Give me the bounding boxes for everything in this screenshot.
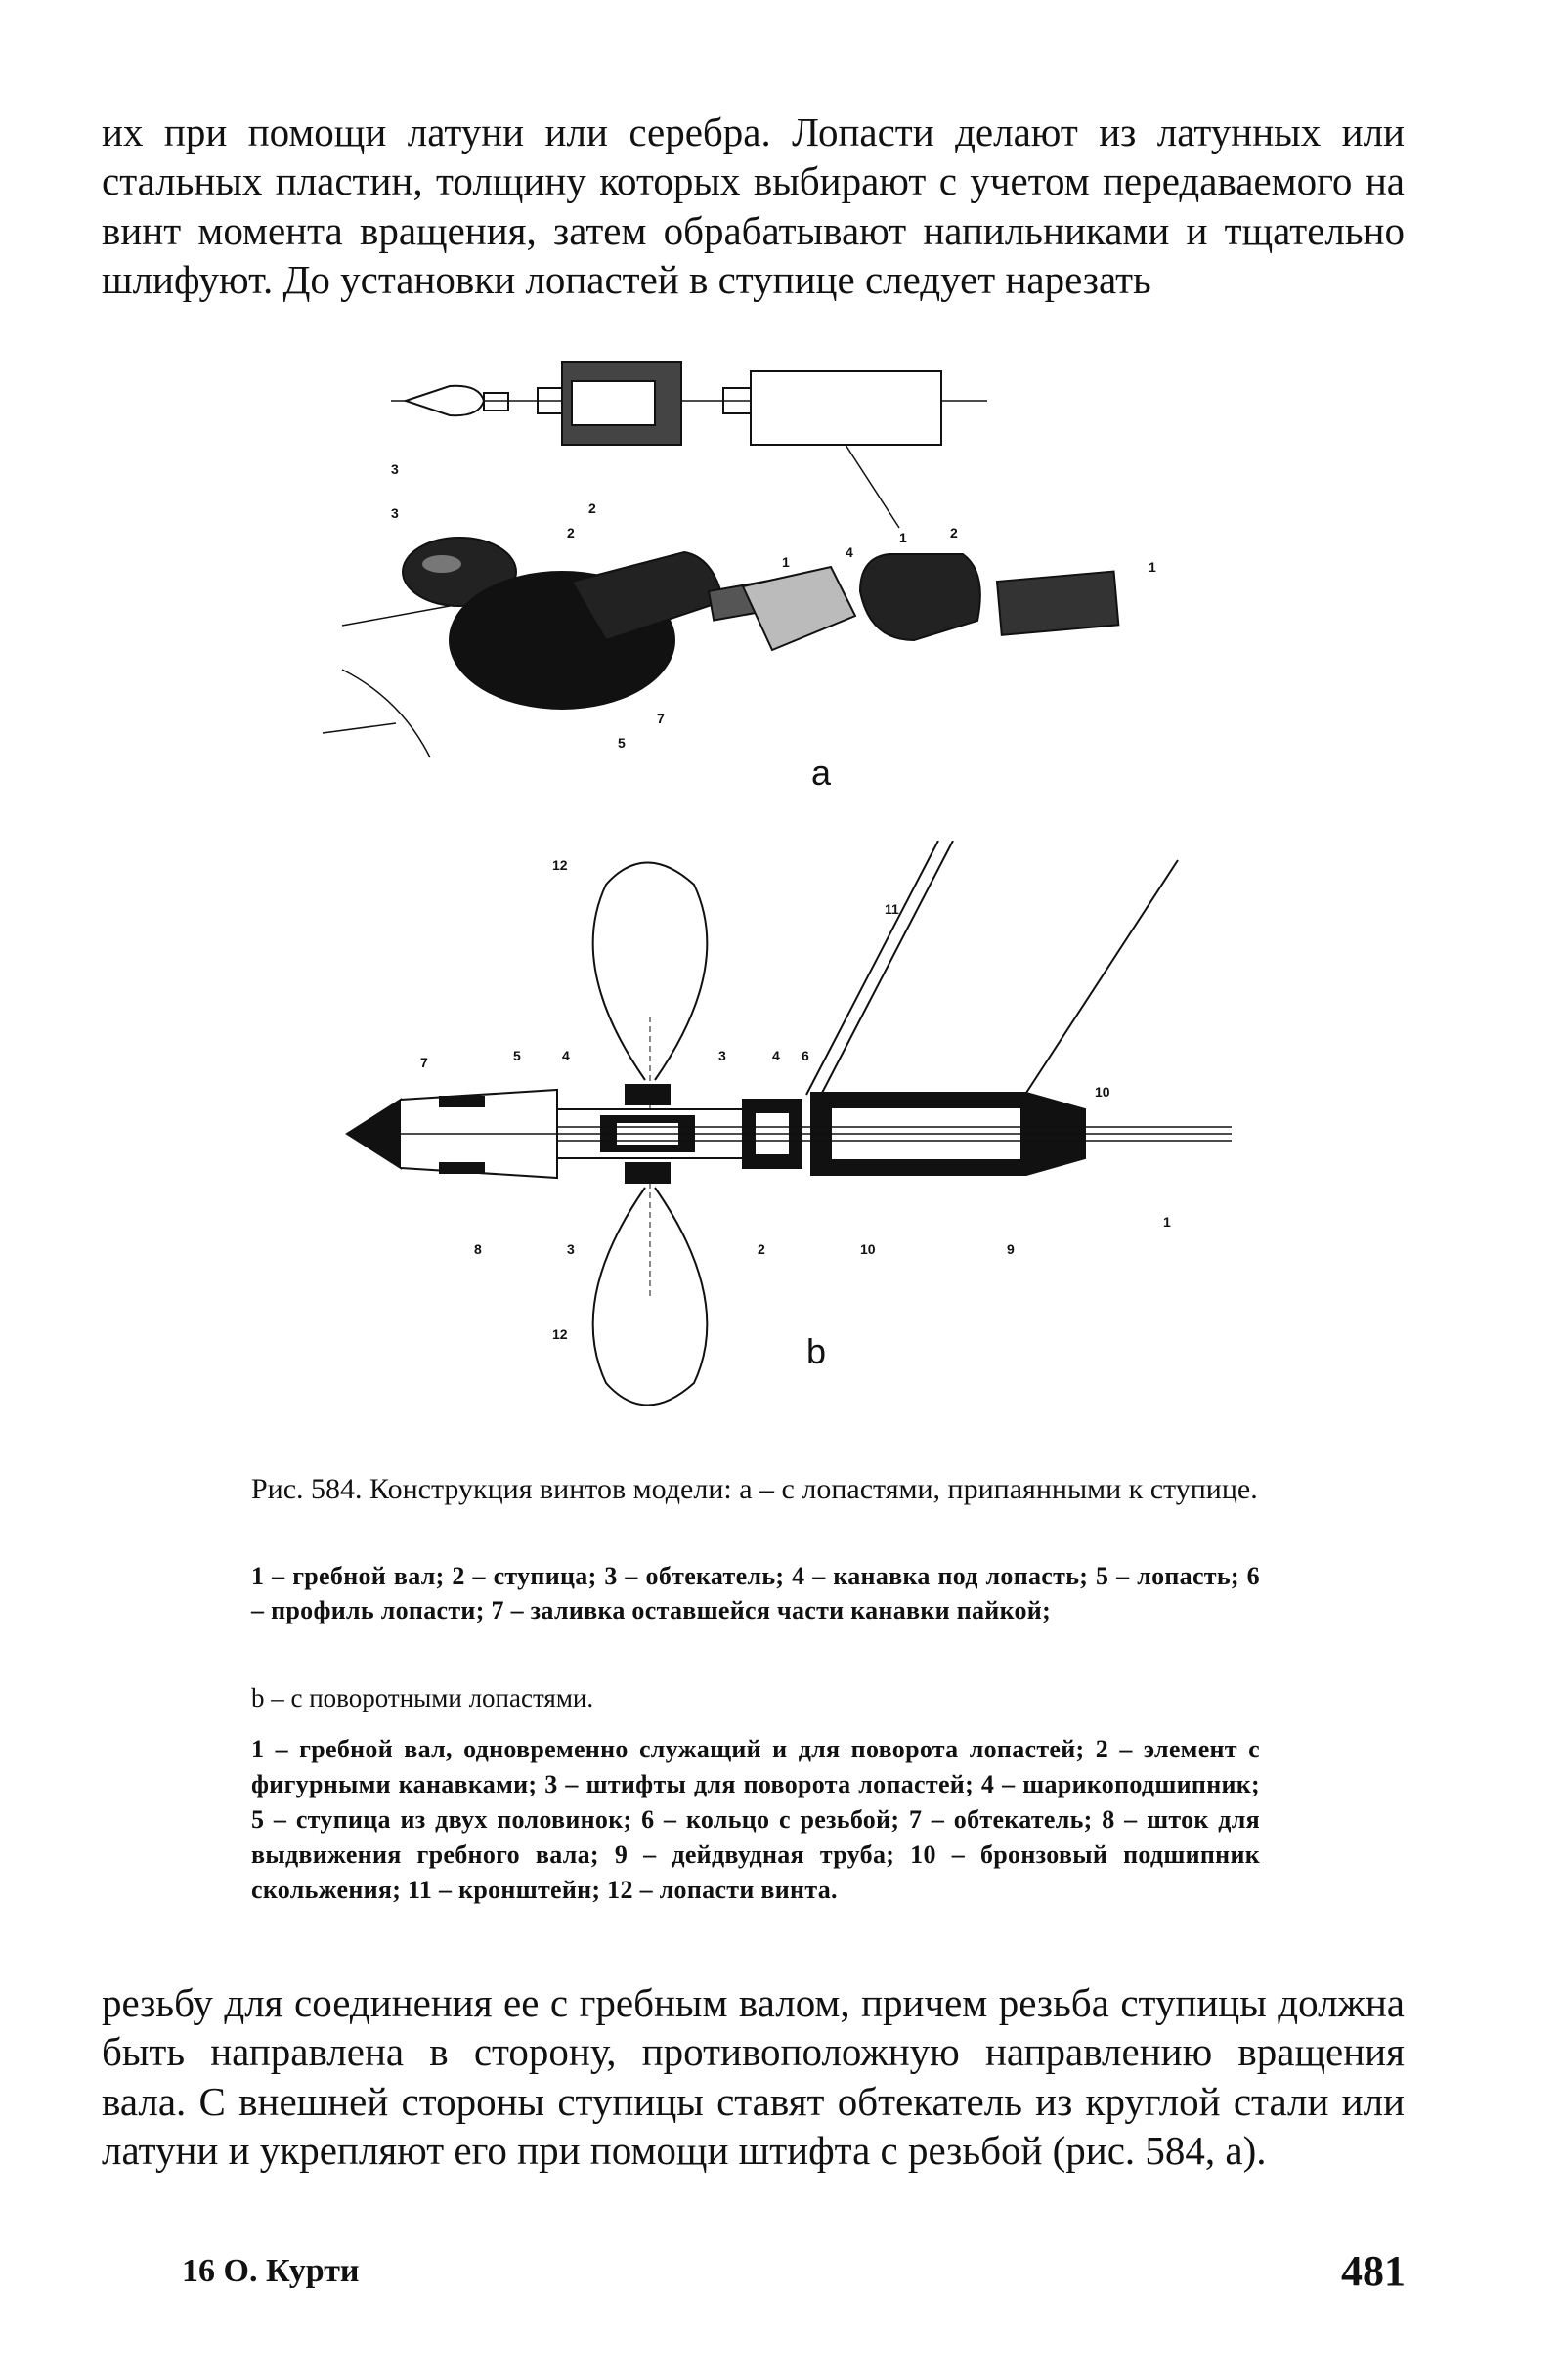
footer-signature: 16 О. Курти bbox=[182, 2253, 360, 2289]
callout-a-7: 7 bbox=[657, 711, 665, 726]
callout-b-2: 2 bbox=[758, 1241, 765, 1257]
figure-a-label: a bbox=[811, 753, 832, 793]
propeller-section-diagram bbox=[347, 841, 1232, 1406]
callout-a-3-top: 3 bbox=[391, 461, 399, 477]
callout-b-10-right: 10 bbox=[1095, 1084, 1110, 1100]
page-number: 481 bbox=[1341, 2247, 1406, 2295]
callout-b-1: 1 bbox=[1163, 1214, 1171, 1230]
figure-a bbox=[313, 347, 1251, 797]
callout-a-1: 1 bbox=[782, 554, 790, 570]
figure-caption-legend-b: 1 – гребной вал, одновременно служащий и для поворота лопастей; 2 – элемент с фигурными канавками; 3 – штифты для поворота лопастей; 4 – шарикоподшипник; 5 – ступица из двух половинок; 6 – кольцо с резьбой; 7 – обтекатель; 8 – шток для выдвижения гребного вала; 9 – дейдвудная труба; 10 – бронзовый подшипник скольжения; 11 – кронштейн; 12 – лопасти винта. bbox=[251, 1735, 1260, 1904]
figure-b bbox=[313, 841, 1251, 1447]
callout-b-4-right: 4 bbox=[772, 1048, 780, 1063]
callout-b-3-bottom: 3 bbox=[567, 1241, 575, 1257]
callout-b-12-top: 12 bbox=[552, 857, 568, 873]
figure-caption-legend-a: 1 – гребной вал; 2 – ступица; 3 – обтекатель; 4 – канавка под лопасть; 5 – лопасть; 6 – профиль лопасти; 7 – заливка оставшейся части канавки пайкой; bbox=[251, 1562, 1260, 1625]
callout-b-12-bottom: 12 bbox=[552, 1326, 568, 1342]
body-paragraph-bottom: резьбу для соединения ее с гребным валом, причем резьба ступицы должна быть направлена в сторону, противоположную направлению вращения вала. С внешней стороны ступицы ставят обтекатель из круглой стали или латуни и укрепляют его при помощи штифта с резьбой (рис. 584, а). bbox=[102, 1980, 1405, 2174]
callout-b-6: 6 bbox=[802, 1048, 809, 1063]
callout-b-5: 5 bbox=[513, 1048, 521, 1063]
callout-a-3: 3 bbox=[391, 505, 399, 521]
body-paragraph-top: их при помощи латуни или серебра. Лопасти делают из латунных или стальных пластин, толщину которых выбирают с учетом передаваемого на винт момента вращения, затем обрабатывают напильниками и тщательно шлифуют. До установки лопастей в ступице следует нарезать bbox=[102, 109, 1405, 303]
callout-b-3-top: 3 bbox=[718, 1048, 726, 1063]
callout-a-1-top: 1 bbox=[899, 530, 907, 545]
figure-caption-title-b: b – с поворотными лопастями. bbox=[251, 1683, 594, 1712]
callout-b-8: 8 bbox=[474, 1241, 482, 1257]
callout-b-4-left: 4 bbox=[562, 1048, 570, 1063]
callout-b-9: 9 bbox=[1007, 1241, 1015, 1257]
assembled-view-diagram bbox=[323, 538, 1118, 757]
callout-a-2-right: 2 bbox=[950, 525, 958, 541]
callout-a-5: 5 bbox=[618, 735, 626, 751]
callout-b-10-bottom: 10 bbox=[860, 1241, 876, 1257]
exploded-view-diagram bbox=[391, 362, 987, 528]
figure-caption-title: Рис. 584. Конструкция винтов модели: а – с лопастями, припаянными к ступице. bbox=[251, 1473, 1258, 1505]
callout-a-2-top: 2 bbox=[588, 500, 596, 516]
callout-b-7: 7 bbox=[420, 1055, 428, 1070]
callout-a-2: 2 bbox=[567, 525, 575, 541]
callout-a-4: 4 bbox=[846, 544, 853, 560]
callout-b-11: 11 bbox=[885, 901, 899, 917]
callout-a-1-right: 1 bbox=[1149, 559, 1156, 575]
figure-b-label: b bbox=[806, 1331, 827, 1371]
